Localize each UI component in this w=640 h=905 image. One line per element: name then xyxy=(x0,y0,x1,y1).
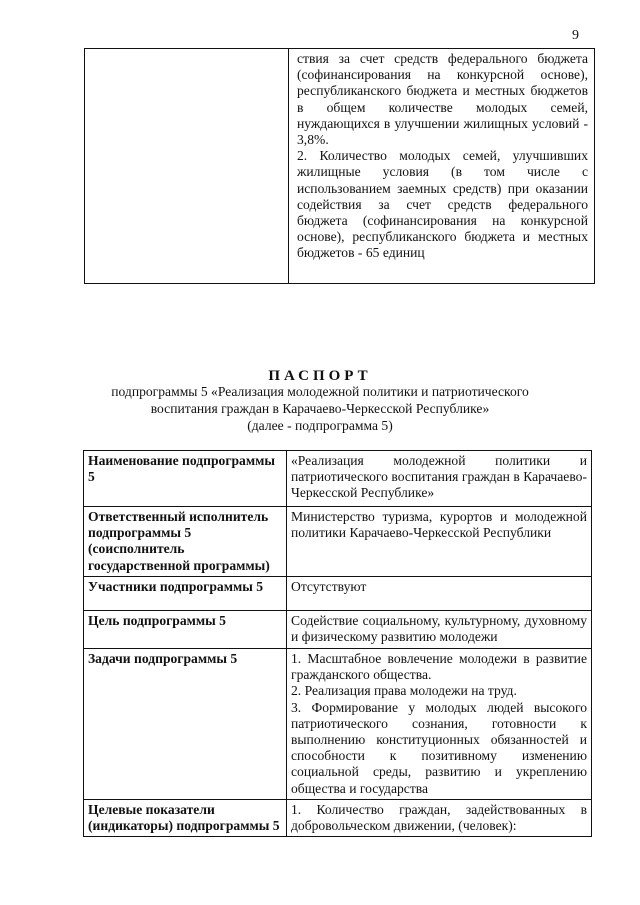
row-label: Целевые показатели (индикаторы) подпрограммы 5 xyxy=(84,799,287,836)
row-label: Цель подпрограммы 5 xyxy=(84,611,287,649)
continued-table xyxy=(84,48,595,284)
indicator-text-1: ствия за счет средств федерального бюджета (софинансирования на конкурсной основе), республиканского бюджета и местных бюджетов в общем количестве молодых семей, нуждающихся в улучшении жилищных условий - 3,8%. xyxy=(297,51,588,148)
row-value: Министерство туризма, курортов и молодежной политики Карачаево-Черкесской Республики xyxy=(287,507,592,577)
continued-table-empty-cell xyxy=(85,49,289,283)
passport-title: ПАСПОРТ xyxy=(268,368,372,384)
row-label: Ответственный исполнитель подпрограммы 5 (соисполнитель государственной программы) xyxy=(84,507,287,577)
page-number: 9 xyxy=(572,28,579,43)
row-value: 1. Количество граждан, задействованных в добровольческом движении, (человек): xyxy=(287,799,592,836)
subtitle-line-3: (далее - подпрограмма 5) xyxy=(247,417,393,433)
table-row-indicators xyxy=(84,799,592,836)
row-label: Наименование подпрограммы 5 xyxy=(84,451,287,507)
table-row-goal xyxy=(84,611,592,649)
task-item: 2. Реализация права молодежи на труд. xyxy=(291,683,517,699)
subtitle-line-1: подпрограммы 5 «Реализация молодежной политики и патриотического xyxy=(111,384,529,399)
continued-table-cell xyxy=(289,49,594,283)
passport-table xyxy=(83,450,592,837)
subtitle-line-2: воспитания граждан в Карачаево-Черкесской Республике» xyxy=(150,400,490,416)
task-item: 3. Формирование у молодых людей высокого патриотического сознания, готовности к выполнению конституционных обязанностей и способности к позитивному изменению социальной среды, развитию и укреплению общества и государства xyxy=(291,699,587,796)
task-item: 1. Масштабное вовлечение молодежи в развитие гражданского общества. xyxy=(291,651,587,683)
row-value xyxy=(287,649,592,800)
table-row-executor xyxy=(84,507,592,577)
table-row-tasks xyxy=(84,649,592,800)
row-value: Отсутствуют xyxy=(287,577,592,611)
table-row-participants xyxy=(84,577,592,611)
row-label: Участники подпрограммы 5 xyxy=(84,577,287,611)
row-label: Задачи подпрограммы 5 xyxy=(84,649,287,800)
indicator-text-2: 2. Количество молодых семей, улучшивших жилищные условия (в том числе с использованием заемных средств) при оказании содействия за счет средств федерального бюджета (софинансирования на конкурсной основе), республиканского бюджета и местных бюджетов - 65 единиц xyxy=(297,148,588,261)
row-value: Содействие социальному, культурному, духовному и физическому развитию молодежи xyxy=(287,611,592,649)
table-row-name xyxy=(84,451,592,507)
passport-subtitle xyxy=(0,384,640,434)
row-value: «Реализация молодежной политики и патриотического воспитания граждан в Карачаево-Черкесской Республике» xyxy=(287,451,592,507)
